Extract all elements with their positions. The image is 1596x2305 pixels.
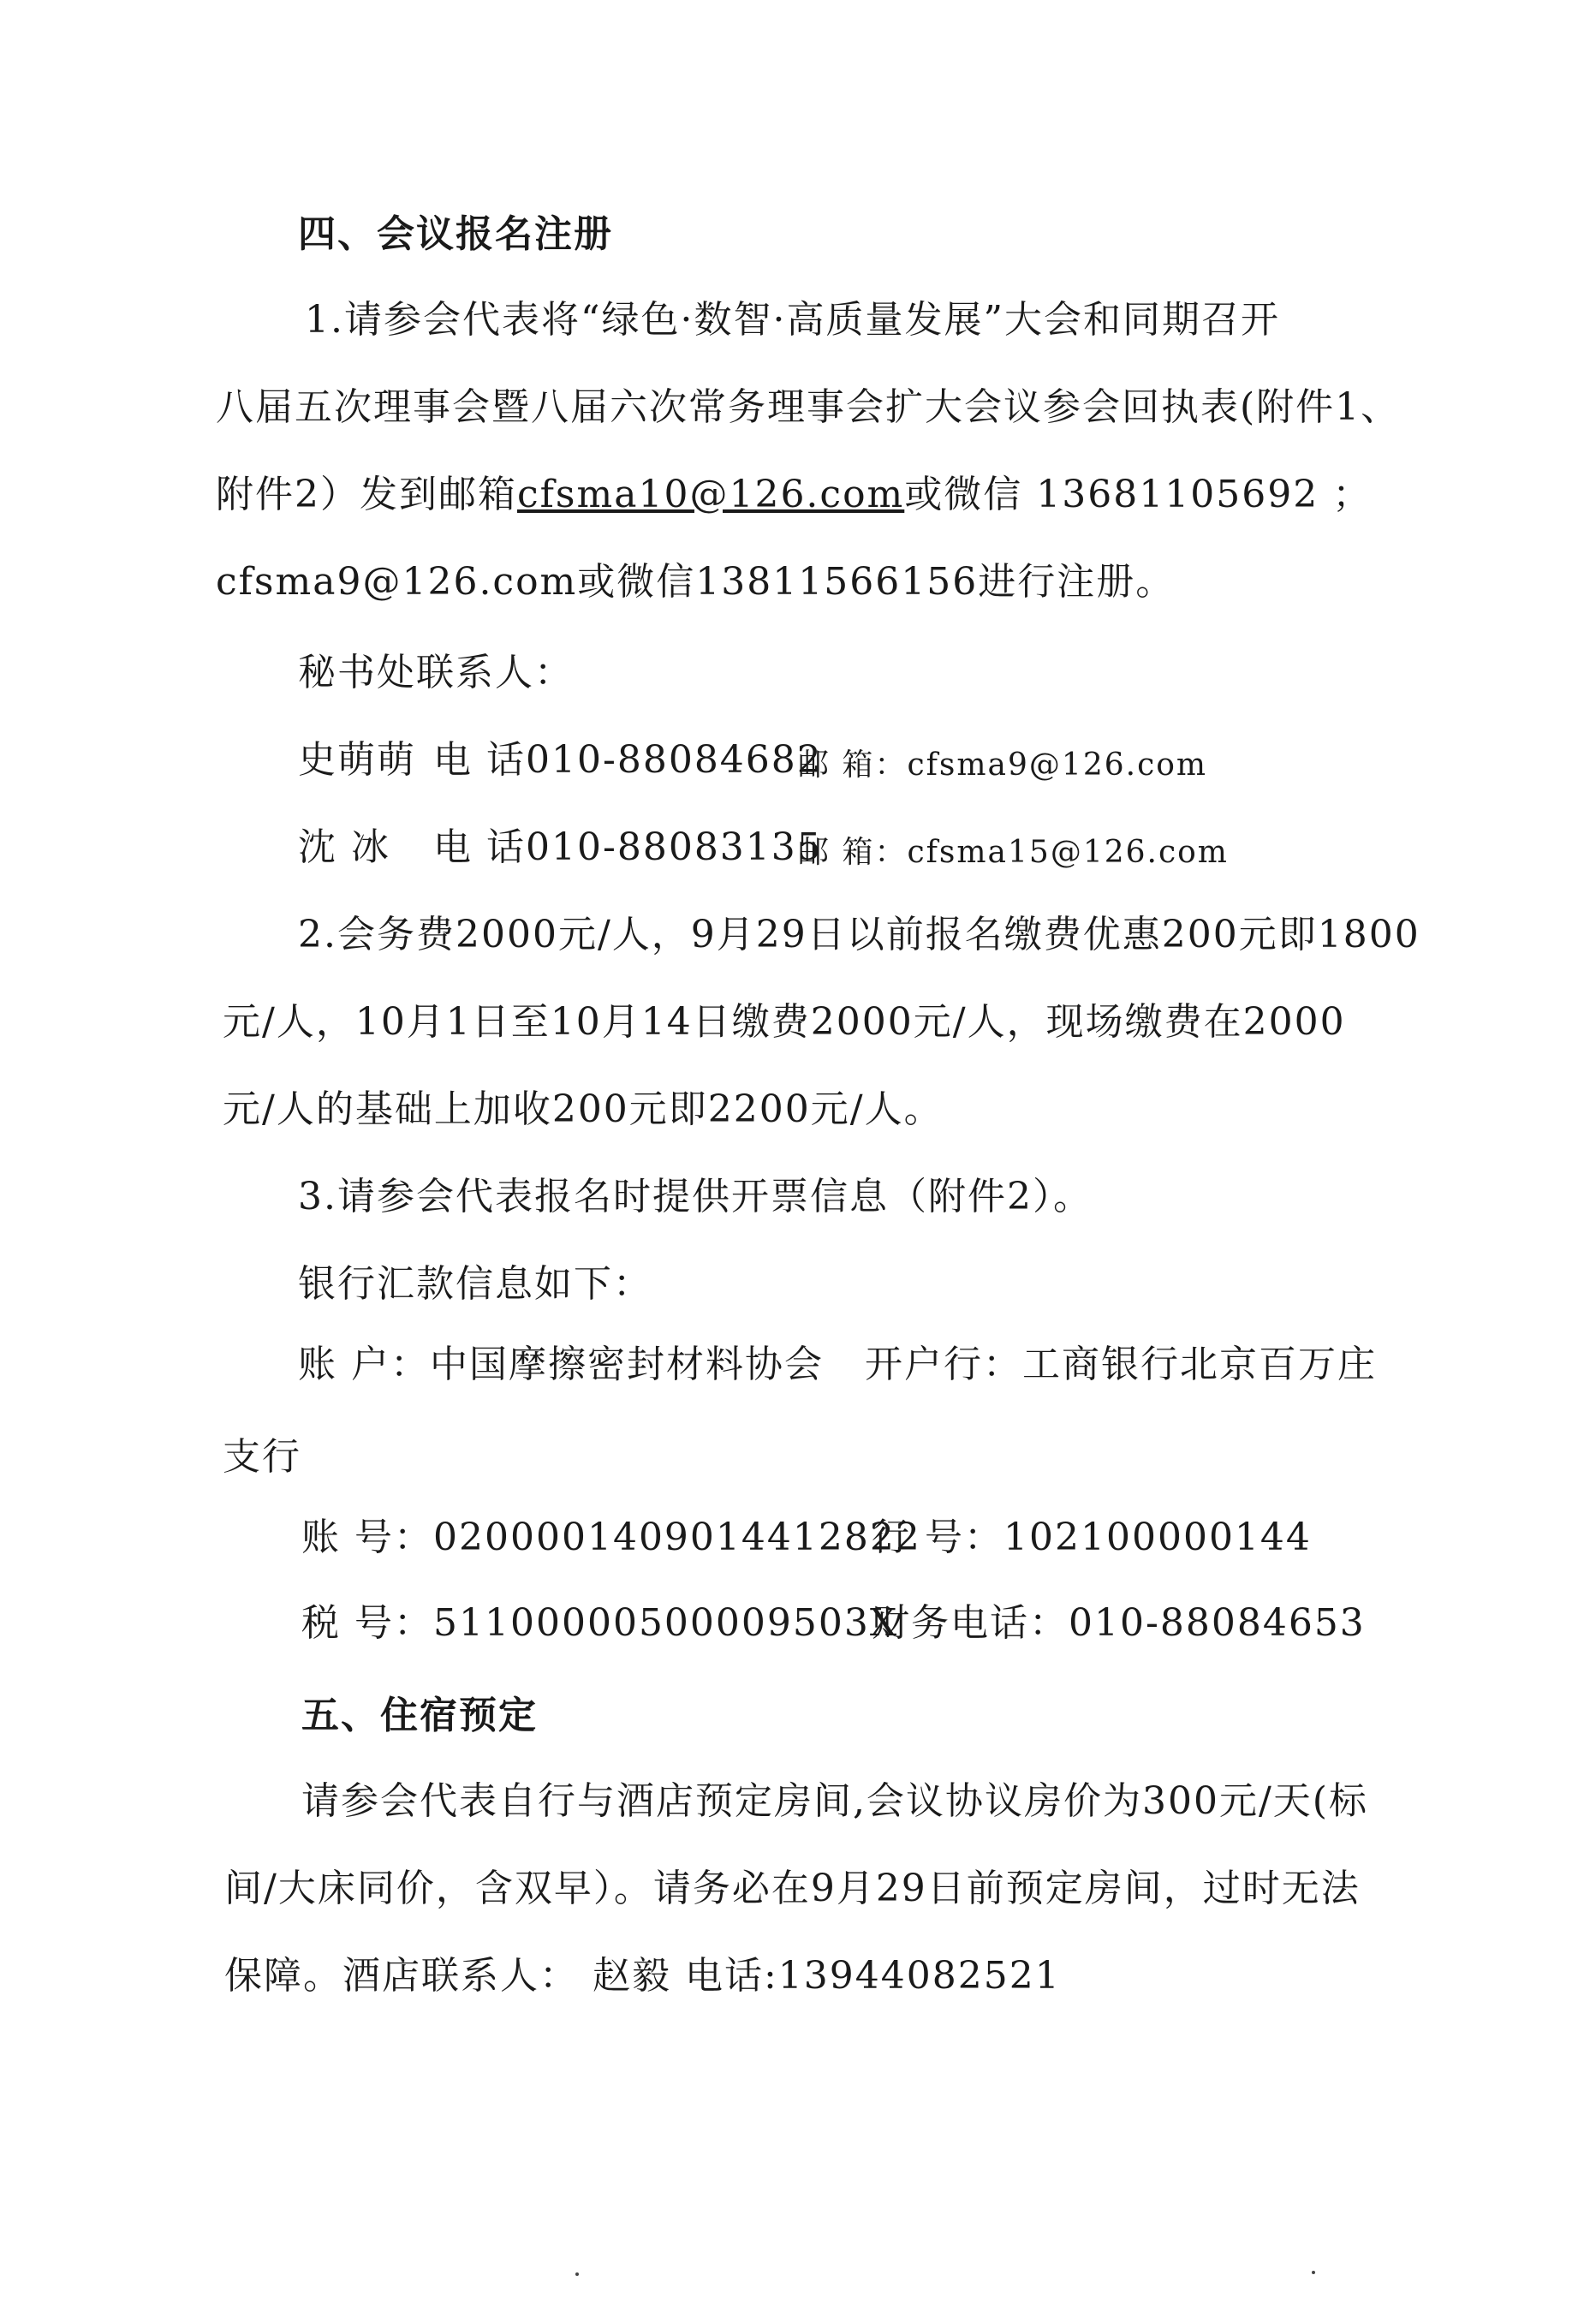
item1-line4: cfsma9@126.com或微信13811566156进行注册。: [216, 560, 1176, 604]
email-link[interactable]: cfsma10@126.com: [517, 473, 905, 516]
contact-name: 沈 冰: [298, 825, 390, 869]
contact-phone: 电 话010-88083135: [433, 825, 823, 869]
tax-no: 税 号：51100000500009503X: [301, 1601, 899, 1645]
item2-line1: 2.会务费2000元/人，9月29日以前报名缴费优惠200元即1800: [298, 913, 1420, 956]
bank-label: 银行汇款信息如下：: [298, 1262, 652, 1306]
section5-title: 五、住宿预定: [301, 1694, 538, 1737]
item3-line1: 3.请参会代表报名时提供开票信息（附件2）。: [298, 1175, 1093, 1218]
scan-speck: [575, 2272, 579, 2276]
bank-code: 行 号：102100000144: [872, 1516, 1312, 1559]
item1-line2: 八届五次理事会暨八届六次常务理事会扩大会议参会回执表(附件1、: [216, 385, 1401, 429]
item2-line3: 元/人的基础上加收200元即2200元/人。: [223, 1087, 944, 1131]
bank-account-name: 账 户：中国摩擦密封材料协会: [298, 1343, 824, 1386]
section5-line1: 请参会代表自行与酒店预定房间,会议协议房价为300元/天(标: [301, 1779, 1368, 1823]
contact-name: 史萌萌: [298, 738, 416, 782]
contact-phone: 电 话010-88084682: [433, 738, 823, 782]
item1-line3: [216, 471, 1372, 519]
section5-line2: 间/大床同价，含双早）。请务必在9月29日前预定房间，过时无法: [224, 1867, 1361, 1910]
scan-speck: [1312, 2271, 1315, 2274]
bank-name: 开户行：工商银行北京百万庄: [865, 1343, 1377, 1386]
item2-line2: 元/人，10月1日至10月14日缴费2000元/人，现场缴费在2000: [223, 1000, 1346, 1044]
bank-account-no: 账 号：0200001409014412822: [301, 1516, 921, 1559]
contact-email: 邮 箱：cfsma9@126.com: [798, 747, 1208, 783]
bank-name-cont: 支行: [223, 1435, 301, 1479]
item1-line3-middle: 或微信 13681105692 ；: [904, 473, 1373, 516]
section4-title: 四、会议报名注册: [298, 212, 613, 256]
contact-email: 邮 箱：cfsma15@126.com: [798, 835, 1229, 870]
secretariat-label: 秘书处联系人：: [298, 651, 574, 694]
item1-line1: 1.请参会代表将“绿色·数智·高质量发展”大会和同期召开: [305, 298, 1280, 342]
finance-phone: 财务电话：010-88084653: [872, 1601, 1366, 1645]
item1-line3-prefix: 附件2）发到邮箱: [216, 473, 517, 516]
section5-line3: 保障。酒店联系人： 赵毅 电话:13944082521: [224, 1954, 1061, 1998]
